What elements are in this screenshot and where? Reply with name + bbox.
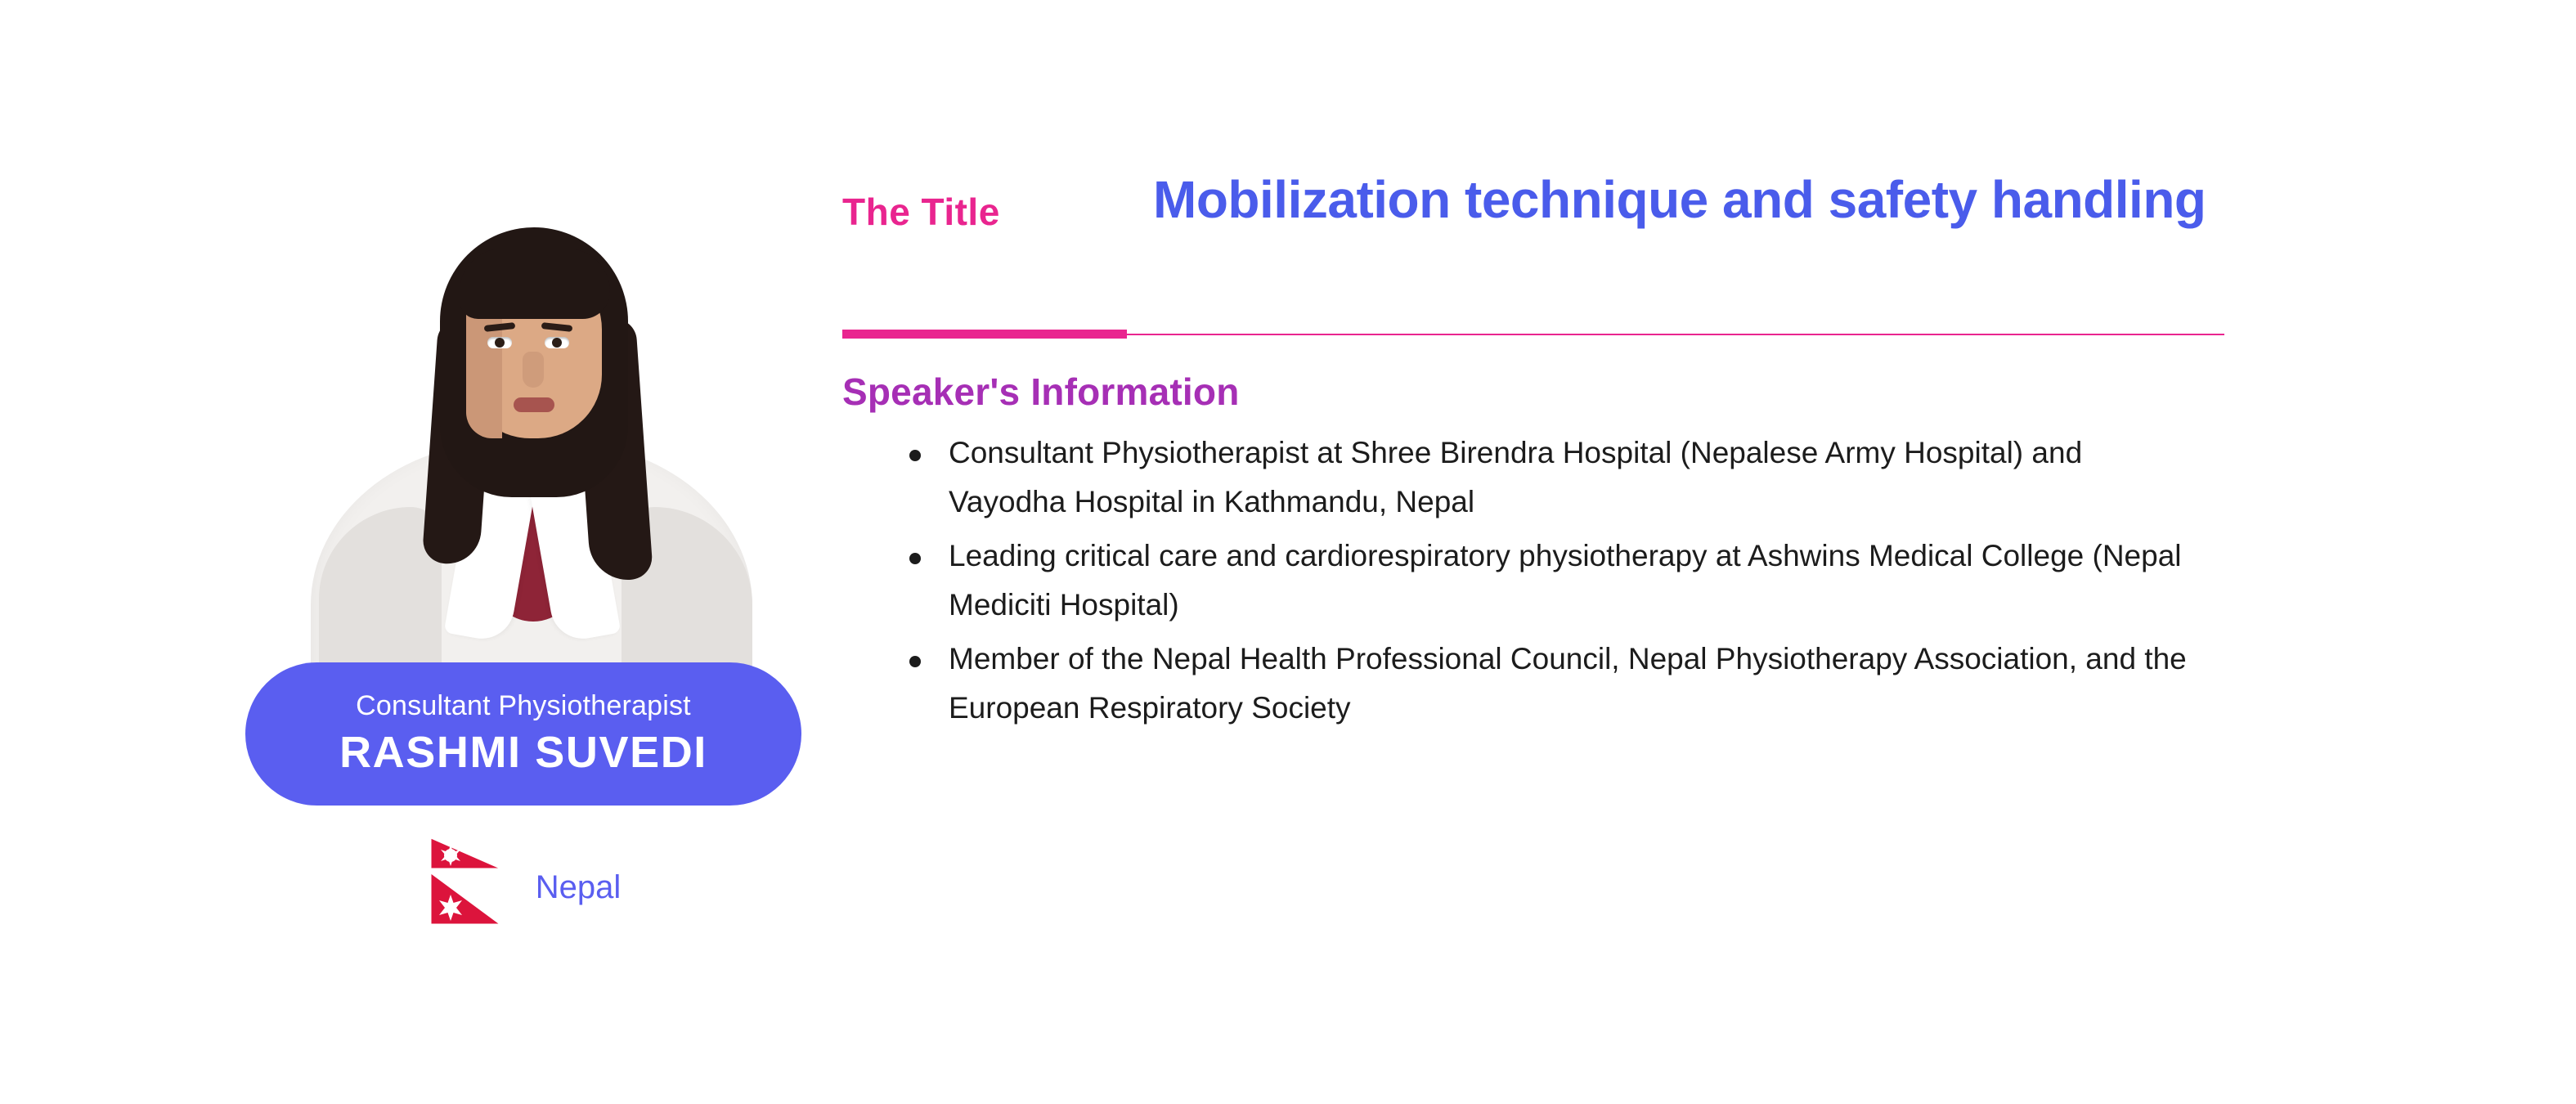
list-item: Consultant Physiotherapist at Shree Birendra Hospital (Nepalese Army Hospital) and Vayodha Hospital in Kathmandu, Nepal	[949, 429, 2192, 527]
speaker-information-heading: Speaker's Information	[842, 370, 1240, 413]
speaker-country-row	[245, 834, 801, 940]
speaker-panel	[245, 164, 801, 981]
speaker-country-label: Nepal	[535, 868, 622, 905]
talk-title: Mobilization technique and safety handling	[1153, 170, 2206, 229]
speaker-name: RASHMI SUVEDI	[339, 728, 707, 777]
portrait-illustration	[270, 164, 793, 703]
speaker-name-badge	[245, 662, 801, 806]
speaker-portrait	[270, 164, 793, 703]
speaker-role: Consultant Physiotherapist	[356, 690, 691, 721]
pupil-right	[552, 338, 562, 348]
title-kicker: The Title	[842, 191, 1000, 233]
lips-shape	[514, 397, 554, 412]
nepal-flag-icon	[426, 834, 524, 940]
talk-content	[842, 172, 2273, 738]
section-divider	[842, 334, 2224, 335]
title-row	[842, 172, 2273, 278]
nose-shape	[523, 352, 544, 388]
pupil-left	[495, 338, 505, 348]
speaker-information-list	[842, 429, 2273, 733]
list-item: Leading critical care and cardiorespiratory physiotherapy at Ashwins Medical College (Nepal Mediciti Hospital)	[949, 532, 2192, 630]
hair-fringe	[460, 249, 610, 319]
list-item: Member of the Nepal Health Professional Council, Nepal Physiotherapy Association, and the European Respiratory Society	[949, 635, 2192, 733]
